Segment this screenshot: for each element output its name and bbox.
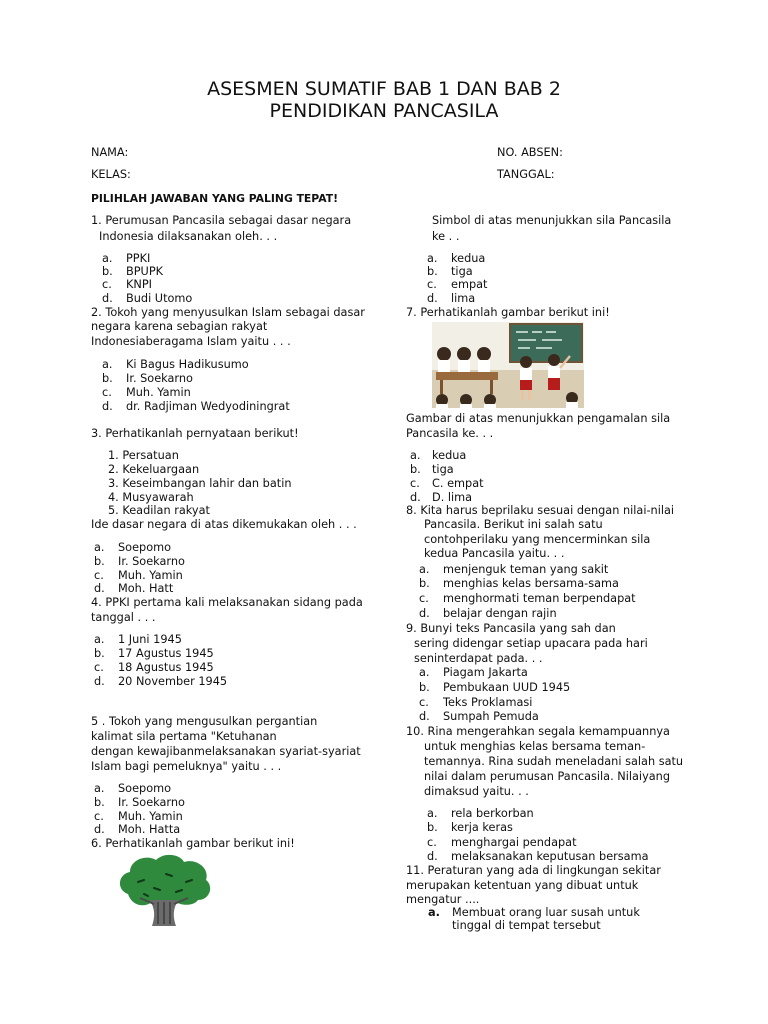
q4-option-a: a. 1 Juni 1945 xyxy=(94,633,182,646)
q7-option-c: c. C. empat xyxy=(410,477,484,490)
q7-question: Pancasila ke. . . xyxy=(406,427,494,440)
q4-option-c: c. 18 Agustus 1945 xyxy=(94,661,214,674)
q2-option-a: a. Ki Bagus Hadikusumo xyxy=(102,358,249,371)
q6-option-c: c. empat xyxy=(427,278,488,291)
q3-statement: 4. Musyawarah xyxy=(108,491,194,504)
q8-option-a: a. menjenguk teman yang sakit xyxy=(419,563,609,576)
q3-statement: 3. Keseimbangan lahir dan batin xyxy=(108,477,292,490)
banyan-tree-icon xyxy=(114,852,214,928)
instruction: PILIHLAH JAWABAN YANG PALING TEPAT! xyxy=(91,192,339,205)
q1-text: Indonesia dilaksanakan oleh. . . xyxy=(99,230,278,243)
q3-question: Ide dasar negara di atas dikemukakan oleh . . . xyxy=(91,518,357,531)
q9-option-a: a. Piagam Jakarta xyxy=(419,666,528,679)
q8-text: Pancasila. Berikut ini salah satu xyxy=(424,518,603,531)
q7-question: Gambar di atas menunjukkan pengamalan sila xyxy=(406,412,671,425)
q2-option-b: b. Ir. Soekarno xyxy=(102,372,193,385)
q6-option-b: b. tiga xyxy=(427,265,473,278)
field-kelas: KELAS: xyxy=(91,168,131,181)
field-nama: NAMA: xyxy=(91,146,129,159)
q6-question: Simbol di atas menunjukkan sila Pancasila xyxy=(432,214,672,227)
q3-option-c: c. Muh. Yamin xyxy=(94,569,183,582)
title-line-2: PENDIDIKAN PANCASILA xyxy=(269,100,499,122)
q9-option-d: d. Sumpah Pemuda xyxy=(419,710,539,723)
q10-option-a: a. rela berkorban xyxy=(427,807,534,820)
q3-option-a: a. Soepomo xyxy=(94,541,172,554)
q1-option-d: d. Budi Utomo xyxy=(102,292,193,305)
q10-text: 10. Rina mengerahkan segala kemampuannya xyxy=(406,725,670,738)
q4-option-b: b. 17 Agustus 1945 xyxy=(94,647,214,660)
q6-option-a: a. kedua xyxy=(427,252,486,265)
q8-text: kedua Pancasila yaitu. . . xyxy=(424,547,565,560)
q9-text: sering didengar setiap upacara pada hari xyxy=(414,637,648,650)
q3-statement: 5. Keadilan rakyat xyxy=(108,504,210,517)
q10-option-c: c. menghargai pendapat xyxy=(427,836,577,849)
q10-text: nilai dalam perumusan Pancasila. Nilaiyang xyxy=(424,770,671,783)
q3-option-b: b. Ir. Soekarno xyxy=(94,555,185,568)
q3-statement: 2. Kekeluargaan xyxy=(108,463,200,476)
q9-text: 9. Bunyi teks Pancasila yang sah dan xyxy=(406,622,616,635)
q3-statement: 1. Persatuan xyxy=(108,449,179,462)
q7-text: 7. Perhatikanlah gambar berikut ini! xyxy=(406,306,610,319)
q8-option-d: d. belajar dengan rajin xyxy=(419,607,557,620)
q8-text: contohperilaku yang mencerminkan sila xyxy=(424,533,651,546)
q2-text: negara karena sebagian rakyat xyxy=(91,320,268,333)
q11-option-a: a. Membuat orang luar susah untuk xyxy=(428,906,640,919)
q8-text: 8. Kita harus beprilaku sesuai dengan nilai-nilai xyxy=(406,504,675,517)
q3-text: 3. Perhatikanlah pernyataan berikut! xyxy=(91,427,299,440)
q5-option-a: a. Soepomo xyxy=(94,782,172,795)
q10-option-d: d. melaksanakan keputusan bersama xyxy=(427,850,649,863)
q1-option-b: b. BPUPK xyxy=(102,265,164,278)
q10-text: temannya. Rina sudah meneladani salah satu xyxy=(424,755,684,768)
q6-question: ke . . xyxy=(432,230,460,243)
q8-option-b: b. menghias kelas bersama-sama xyxy=(419,577,619,590)
q11-text: mengatur .... xyxy=(406,893,480,906)
q3-option-d: d. Moh. Hatt xyxy=(94,582,174,595)
q6-option-d: d. lima xyxy=(427,292,476,305)
q4-text: 4. PPKI pertama kali melaksanakan sidang pada xyxy=(91,596,363,609)
q5-option-c: c. Muh. Yamin xyxy=(94,810,183,823)
q11-text: 11. Peraturan yang ada di lingkungan sekitar xyxy=(406,864,661,877)
q10-option-b: b. kerja keras xyxy=(427,821,513,834)
q5-option-b: b. Ir. Soekarno xyxy=(94,796,185,809)
q1-text: 1. Perumusan Pancasila sebagai dasar negara xyxy=(91,214,352,227)
q5-text: 5 . Tokoh yang mengusulkan pergantian xyxy=(91,715,318,728)
q2-text: Indonesiaberagama Islam yaitu . . . xyxy=(91,335,291,348)
q7-option-d: d. D. lima xyxy=(410,491,473,504)
q11-text: merupakan ketentuan yang dibuat untuk xyxy=(406,879,639,892)
q4-text: tanggal . . . xyxy=(91,611,156,624)
q2-option-c: c. Muh. Yamin xyxy=(102,386,191,399)
q5-option-d: d. Moh. Hatta xyxy=(94,823,181,836)
title-line-1: ASESMEN SUMATIF BAB 1 DAN BAB 2 xyxy=(207,78,561,100)
q9-text: seninterdapat pada. . . xyxy=(414,652,543,665)
q9-option-b: b. Pembukaan UUD 1945 xyxy=(419,681,571,694)
q2-option-d: d. dr. Radjiman Wedyodiningrat xyxy=(102,400,290,413)
q5-text: Islam bagi pemeluknya" yaitu . . . xyxy=(91,760,282,773)
field-tanggal: TANGGAL: xyxy=(497,168,555,181)
q8-option-c: c. menghormati teman berpendapat xyxy=(419,592,636,605)
q1-option-a: a. PPKI xyxy=(102,252,151,265)
q5-text: dengan kewajibanmelaksanakan syariat-syariat xyxy=(91,745,361,758)
q11-option-a-continued: tinggal di tempat tersebut xyxy=(452,919,601,932)
q10-text: untuk menghias kelas bersama teman- xyxy=(424,740,646,753)
q1-option-c: c. KNPI xyxy=(102,278,153,291)
q5-text: kalimat sila pertama "Ketuhanan xyxy=(91,730,277,743)
q6-text: 6. Perhatikanlah gambar berikut ini! xyxy=(91,837,295,850)
q7-option-b: b. tiga xyxy=(410,463,454,476)
q9-option-c: c. Teks Proklamasi xyxy=(419,696,533,709)
field-no-absen: NO. ABSEN: xyxy=(497,146,563,159)
classroom-illustration xyxy=(432,322,584,408)
q7-option-a: a. kedua xyxy=(410,449,467,462)
q2-text: 2. Tokoh yang menyusulkan Islam sebagai dasar xyxy=(91,306,365,319)
q10-text: dimaksud yaitu. . . xyxy=(424,785,529,798)
q4-option-d: d. 20 November 1945 xyxy=(94,675,228,688)
